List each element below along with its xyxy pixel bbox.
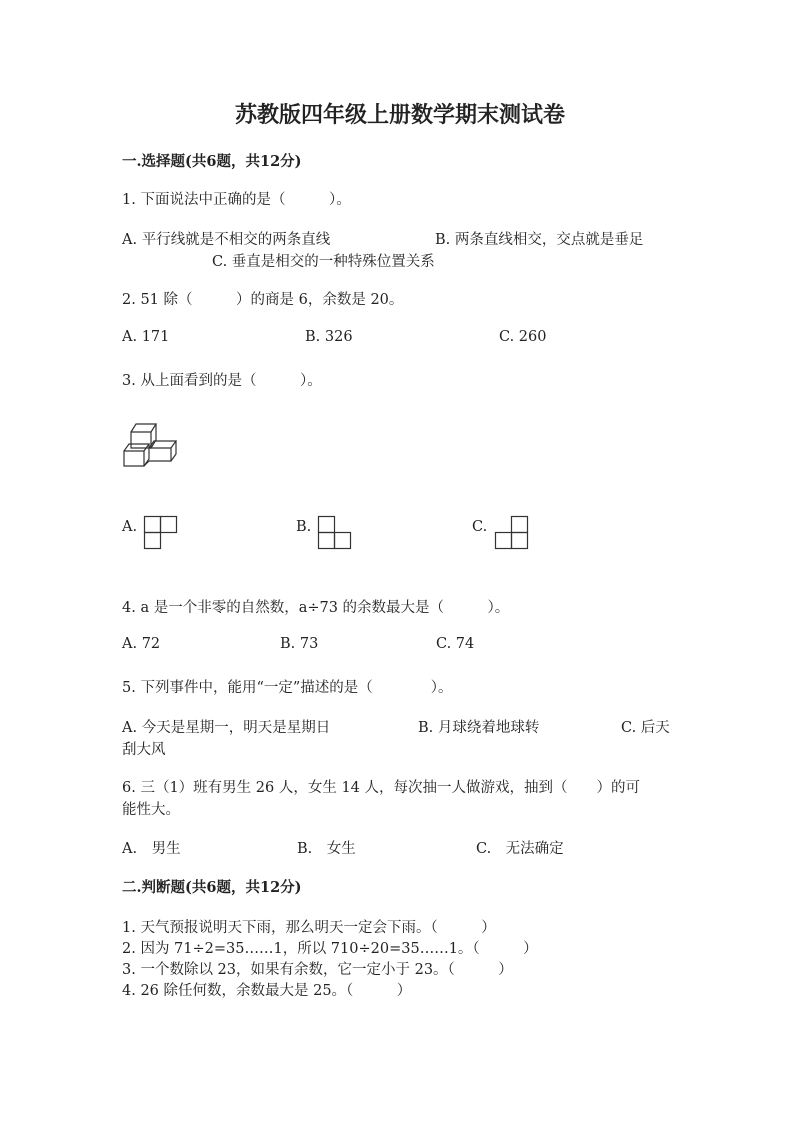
q5-option-c-continued: 刮大风 [122,742,166,758]
judge-item-4: 4. 26 除任何数，余数最大是 25。（ ） [122,983,412,999]
section2-heading: 二.判断题(共6题，共12分) [122,879,302,896]
q1-stem: 1. 下面说法中正确的是（ ）。 [122,192,351,208]
q3-stem: 3. 从上面看到的是（ ）。 [122,373,322,389]
page-title: 苏教版四年级上册数学期末测试卷 [234,102,565,128]
q4-option-c[interactable]: C. 74 [436,636,475,652]
q5-option-c[interactable]: C. 后天 [621,720,670,736]
section1-heading: 一.选择题(共6题，共12分) [122,153,302,170]
q4-stem: 4. a 是一个非零的自然数，a÷73 的余数最大是（ ）。 [122,600,510,616]
q6-option-b[interactable]: B. 女生 [297,841,356,857]
q2-option-b[interactable]: B. 326 [305,329,353,345]
q2-option-c[interactable]: C. 260 [499,329,547,345]
q3-option-c[interactable]: C. [472,519,488,535]
judge-item-3: 3. 一个数除以 23，如果有余数，它一定小于 23。（ ） [122,962,513,978]
q4-option-b[interactable]: B. 73 [280,636,319,652]
q5-option-a[interactable]: A. 今天是星期一，明天是星期日 [122,720,331,736]
q5-stem: 5. 下列事件中，能用“一定”描述的是（ ）。 [122,680,453,696]
q6-option-c[interactable]: C. 无法确定 [476,841,564,857]
q6-option-a[interactable]: A. 男生 [122,841,181,857]
q2-stem: 2. 51 除（ ）的商是 6，余数是 20。 [122,292,404,308]
judge-item-1: 1. 天气预报说明天下雨，那么明天一定会下雨。（ ） [122,920,496,936]
q6-stem-line1: 6. 三（1）班有男生 26 人，女生 14 人，每次抽一人做游戏，抽到（ ）的可 [122,780,641,796]
q1-option-b[interactable]: B. 两条直线相交，交点就是垂足 [435,232,644,248]
stacked-cubes-figure [120,420,182,470]
q1-option-c[interactable]: C. 垂直是相交的一种特殊位置关系 [212,254,435,270]
q3-option-b[interactable]: B. [296,519,312,535]
q3-option-b-figure[interactable] [317,515,353,551]
q6-stem-line2: 能性大。 [122,802,180,818]
q2-option-a[interactable]: A. 171 [122,329,170,345]
q4-option-a[interactable]: A. 72 [122,636,161,652]
q3-option-c-figure[interactable] [494,515,530,551]
judge-item-2: 2. 因为 71÷2=35……1，所以 710÷20=35……1。（ ） [122,941,538,957]
q3-option-a[interactable]: A. [122,519,138,535]
q5-option-b[interactable]: B. 月球绕着地球转 [418,720,540,736]
q3-option-a-figure[interactable] [143,515,179,551]
q1-option-a[interactable]: A. 平行线就是不相交的两条直线 [122,232,331,248]
